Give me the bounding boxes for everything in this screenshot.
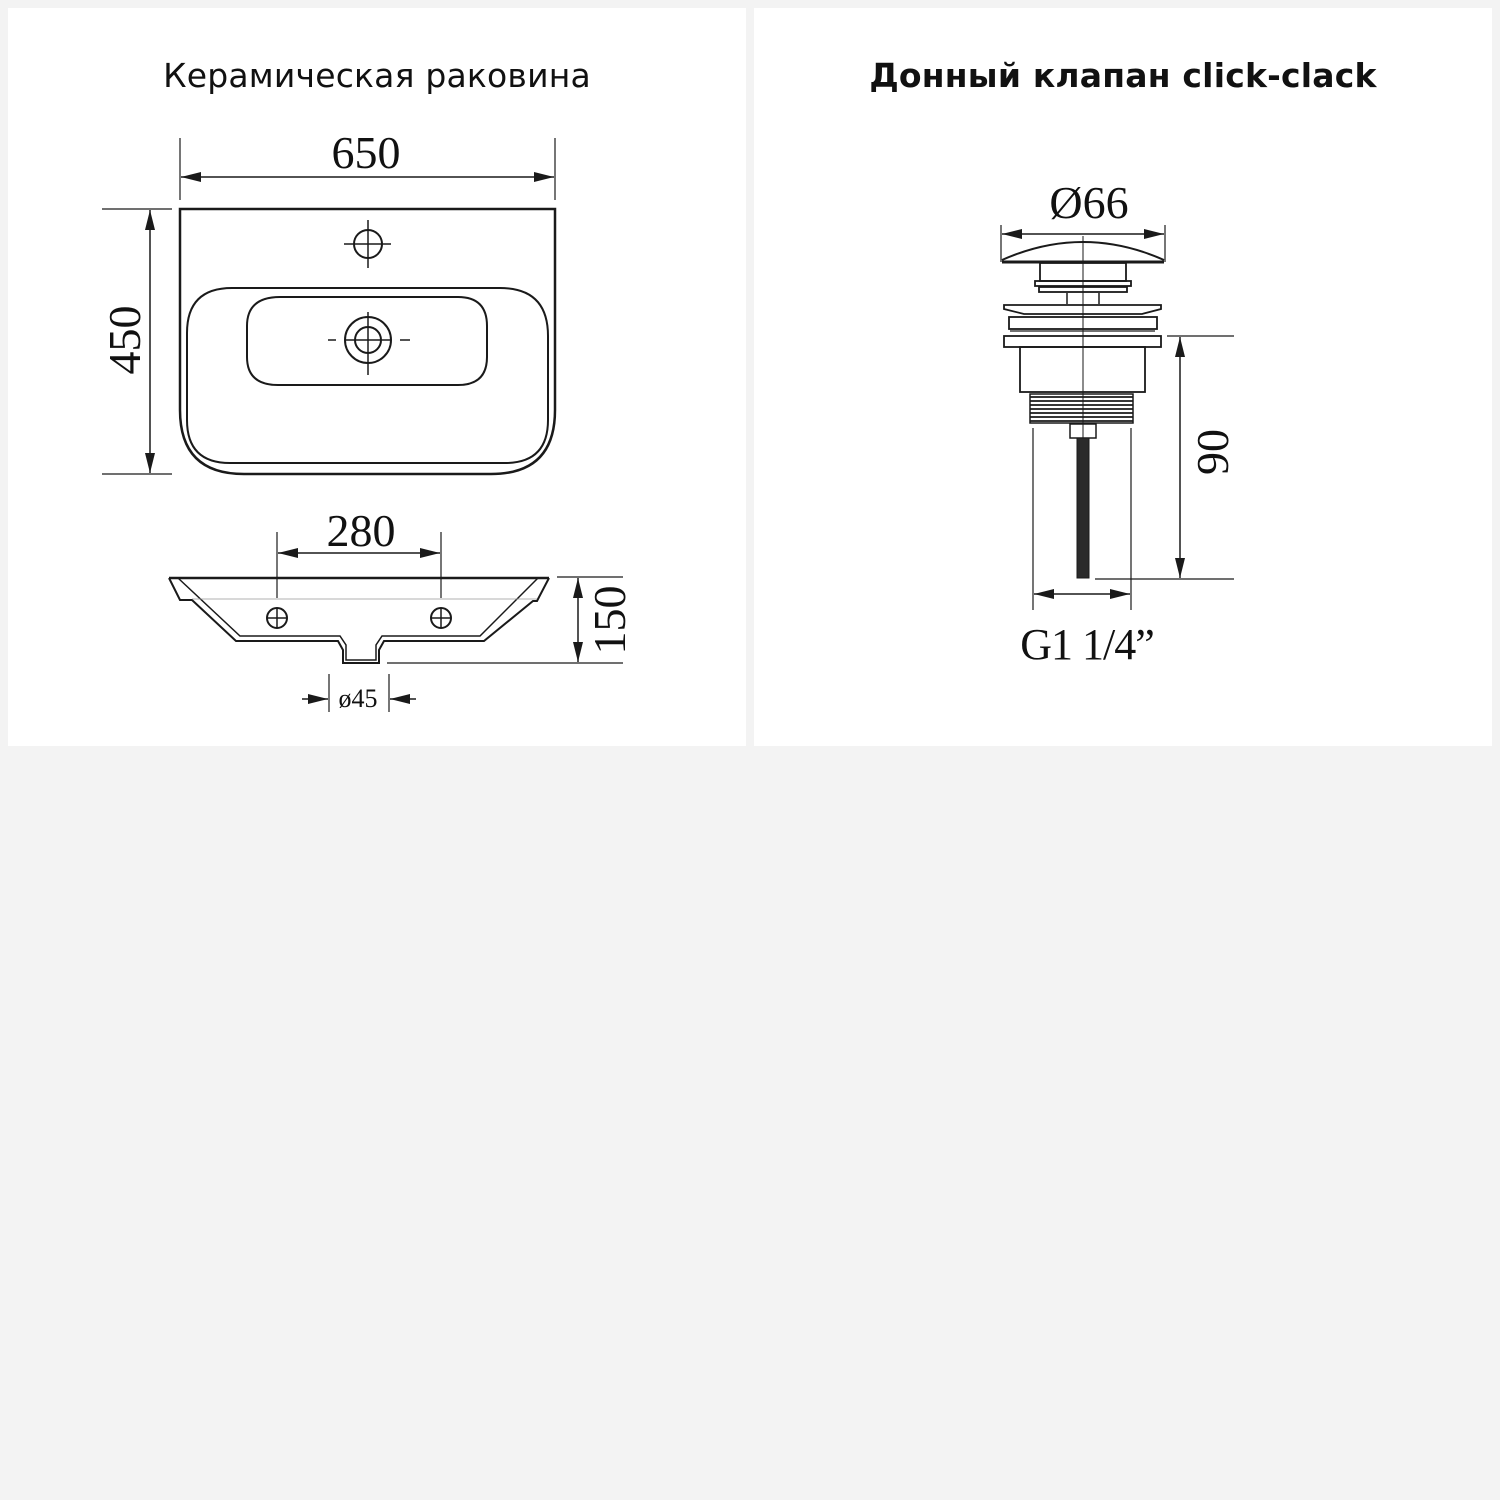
- tap-hole-symbol: [344, 220, 391, 268]
- cap-diameter-label: Ø66: [1049, 177, 1129, 228]
- sink-title: Керамическая раковина: [163, 56, 591, 95]
- depth-label: 450: [99, 305, 150, 375]
- thread-lines: [1030, 397, 1133, 421]
- thread-size-label: G1 1/4”: [1020, 620, 1154, 669]
- height-label: 150: [584, 585, 635, 655]
- valve-height-label: 90: [1187, 429, 1238, 475]
- sink-top-view: [102, 138, 555, 474]
- drain-valve-title: Донный клапан click-clack: [869, 56, 1377, 95]
- width-label: 650: [331, 127, 401, 178]
- side-hole-left-symbol: [267, 608, 287, 628]
- hole-spacing-label: 280: [326, 505, 396, 556]
- drain-hole-symbol: [328, 312, 410, 375]
- drain-diameter-label: ø45: [338, 684, 378, 713]
- side-hole-right-symbol: [431, 608, 451, 628]
- sink-side-view: [169, 532, 623, 712]
- drain-valve-drawing: [1001, 225, 1234, 610]
